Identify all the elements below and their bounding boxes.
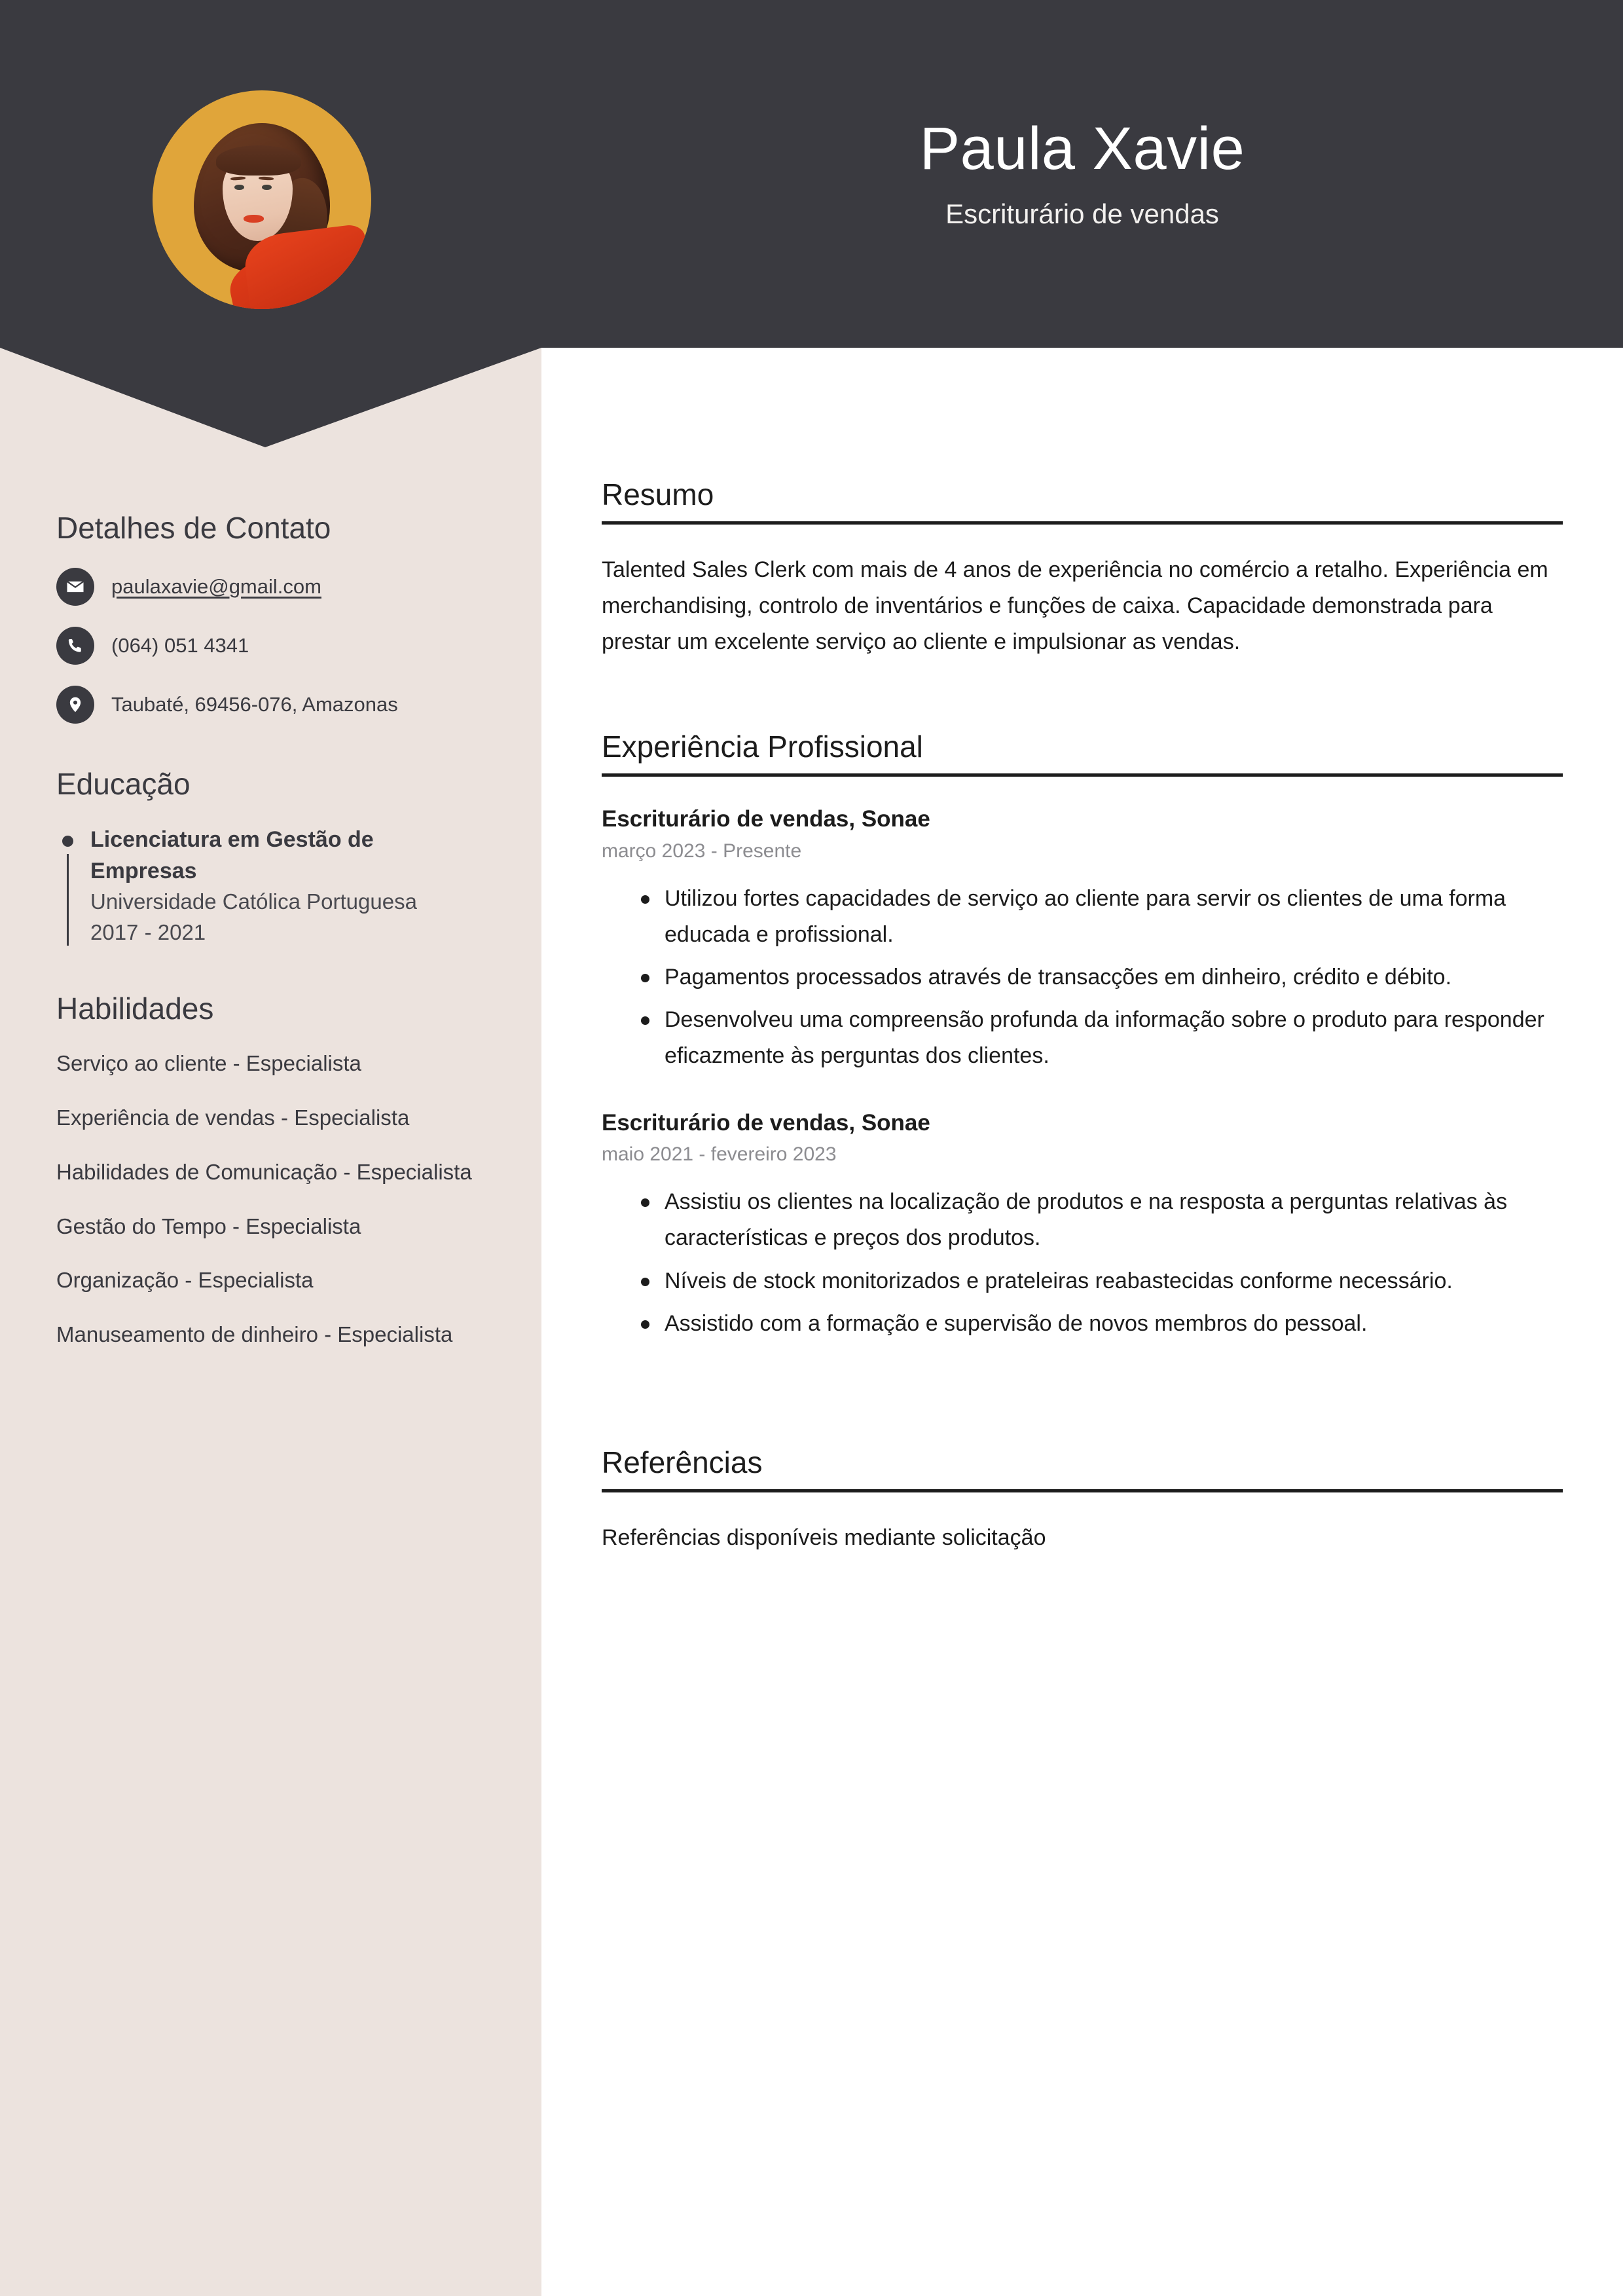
education-timeline-line [67, 854, 69, 946]
skill-item: Experiência de vendas - Especialista [56, 1105, 410, 1130]
education-bullet-dot [62, 836, 73, 847]
contact-phone-value[interactable]: (064) 051 4341 [111, 633, 249, 657]
candidate-job-title: Escriturário de vendas [945, 198, 1219, 229]
skill-item: Organização - Especialista [56, 1268, 314, 1293]
spacer [602, 1376, 1563, 1445]
experience-bullet: Utilizou fortes capacidades de serviço ao cliente para servir os clientes de uma forma educada e profissional. [665, 881, 1563, 953]
experience-bullet: Assistiu os clientes na localização de produtos e na resposta a perguntas relativas às características e preços dos produtos. [665, 1184, 1563, 1256]
experience-job [602, 1108, 1563, 1168]
references-text: Referências disponíveis mediante solicitação [602, 1525, 1046, 1550]
experience-job-dates: março 2023 - Presente [602, 840, 802, 862]
skill-item: Habilidades de Comunicação - Especialista [56, 1159, 472, 1184]
references-section-rule [602, 1489, 1563, 1492]
experience-section-rule [602, 773, 1563, 777]
education-timeline [56, 824, 90, 948]
sidebar [0, 452, 541, 1374]
portrait-eye-left [234, 185, 244, 191]
contact-row-email[interactable] [56, 568, 485, 606]
portrait-eye-right [262, 185, 272, 191]
education-item [56, 824, 485, 948]
education-dates: 2017 - 2021 [90, 920, 206, 945]
phone-icon [56, 627, 94, 665]
contact-row-phone[interactable] [56, 627, 485, 665]
contact-section-heading: Detalhes de Contato [56, 511, 331, 545]
summary-section-rule [602, 521, 1563, 525]
references-section-heading: Referências [602, 1445, 763, 1479]
summary-section-heading: Resumo [602, 477, 714, 511]
education-degree: Licenciatura em Gestão de Empresas [90, 826, 374, 884]
skill-item: Manuseamento de dinheiro - Especialista [56, 1322, 453, 1347]
avatar-photo [153, 90, 371, 309]
experience-bullet: Pagamentos processados através de transacções em dinheiro, crédito e débito. [665, 959, 1563, 995]
contact-row-location [56, 686, 485, 724]
experience-job-dates: maio 2021 - fevereiro 2023 [602, 1143, 837, 1166]
experience-bullet-list [602, 1184, 1563, 1341]
candidate-name: Paula Xavie [919, 115, 1245, 182]
skills-section-heading: Habilidades [56, 991, 214, 1026]
main-content [541, 348, 1623, 1556]
contact-location-value: Taubaté, 69456-076, Amazonas [111, 692, 398, 716]
education-school: Universidade Católica Portuguesa [90, 889, 417, 914]
contact-email-value[interactable]: paulaxavie@gmail.com [111, 574, 321, 598]
experience-job-role: Escriturário de vendas, Sonae [602, 1109, 930, 1136]
education-section-heading: Educação [56, 766, 191, 801]
header-text-block [541, 0, 1623, 348]
spacer [602, 660, 1563, 730]
skill-item: Gestão do Tempo - Especialista [56, 1213, 361, 1238]
summary-text: Talented Sales Clerk com mais de 4 anos de experiência no comércio a retalho. Experiência em merchandising, controlo de inventários e funções de caixa. Capacidade demonstrada para prestar um excelente serviço ao cliente e impulsionar as vendas. [602, 557, 1548, 655]
experience-section-heading: Experiência Profissional [602, 730, 923, 764]
experience-bullet-list [602, 881, 1563, 1074]
skill-item: Serviço ao cliente - Especialista [56, 1050, 361, 1075]
email-icon [56, 568, 94, 606]
experience-bullet: Desenvolveu uma compreensão profunda da informação sobre o produto para responder eficazmente às perguntas dos clientes. [665, 1002, 1563, 1074]
experience-job [602, 804, 1563, 864]
portrait-bangs [216, 145, 301, 176]
experience-job-role: Escriturário de vendas, Sonae [602, 806, 930, 832]
avatar [153, 90, 371, 309]
education-item-body [90, 824, 485, 948]
experience-bullet: Níveis de stock monitorizados e prateleiras reabastecidas conforme necessário. [665, 1263, 1563, 1299]
location-pin-icon [56, 686, 94, 724]
experience-bullet: Assistido com a formação e supervisão de novos membros do pessoal. [665, 1306, 1563, 1342]
